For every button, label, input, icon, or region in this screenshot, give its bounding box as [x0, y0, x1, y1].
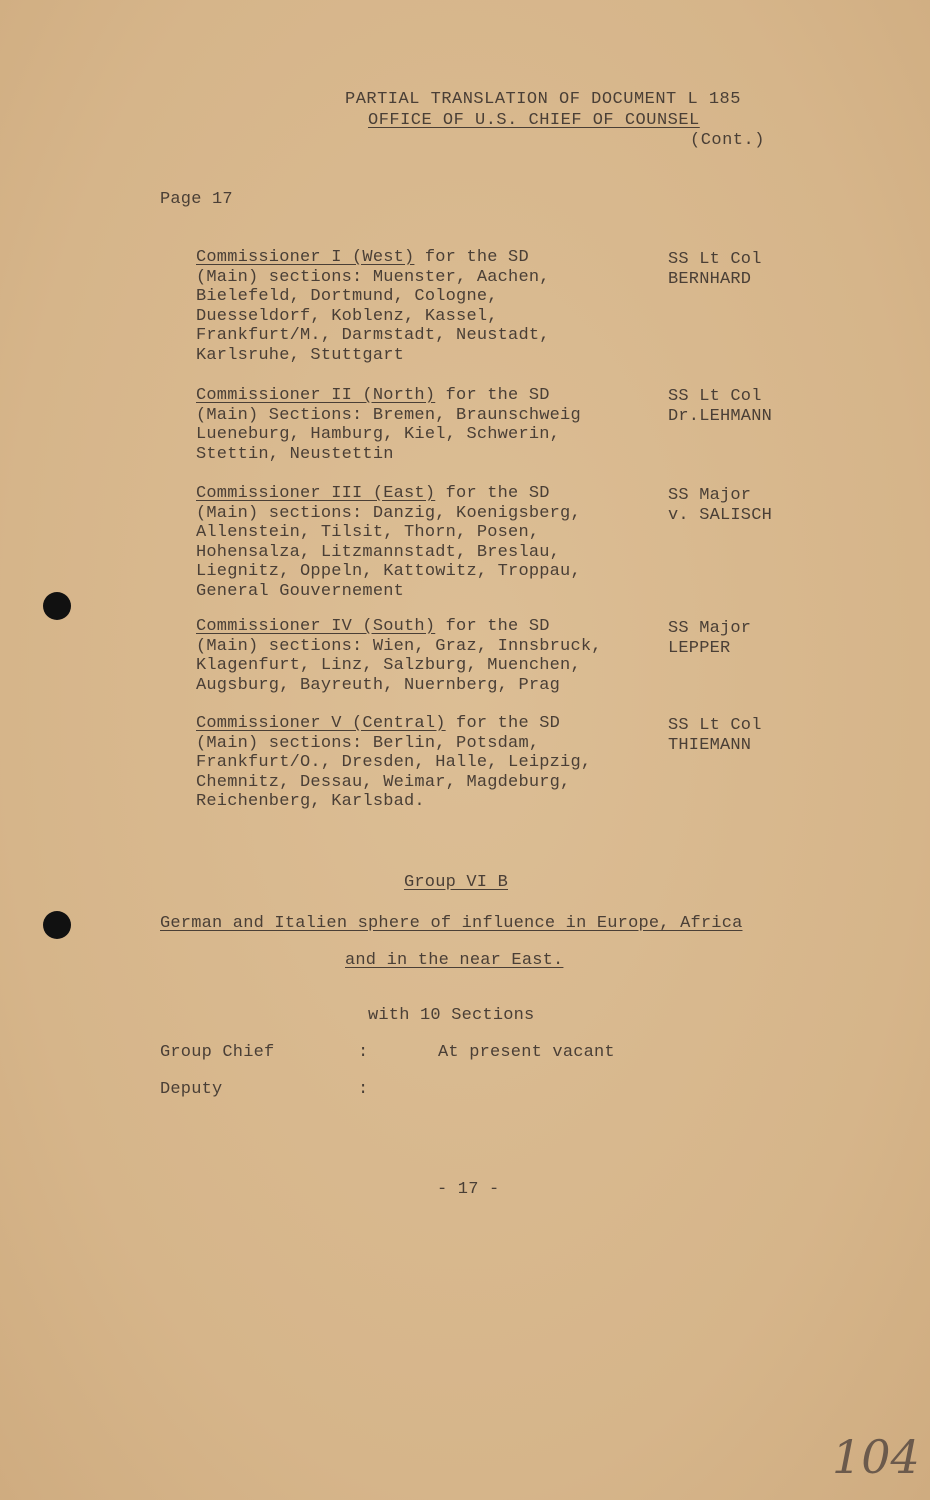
- commissioner-officer: SS Lt Col THIEMANN: [668, 716, 762, 755]
- page-label: Page 17: [160, 190, 233, 209]
- commissioner-entry: [196, 484, 666, 601]
- commissioner-entry: [196, 617, 666, 695]
- group-subtitle-line2: and in the near East.: [345, 951, 564, 970]
- group-subtitle-line1: German and Italien sphere of influence in Europe, Africa: [160, 914, 743, 933]
- group-chief-colon: :: [358, 1043, 369, 1062]
- commissioner-title: Commissioner III (East): [196, 484, 436, 503]
- group-chief-value: At present vacant: [438, 1043, 615, 1062]
- punch-hole: [43, 592, 71, 620]
- commissioner-title: Commissioner V (Central): [196, 714, 446, 733]
- commissioner-title: Commissioner II (North): [196, 386, 436, 405]
- header-title-line1: PARTIAL TRANSLATION OF DOCUMENT L 185: [345, 90, 741, 109]
- commissioner-entry: [196, 248, 666, 365]
- group-deputy-colon: :: [358, 1080, 369, 1099]
- group-heading: Group VI B: [404, 873, 509, 892]
- commissioner-entry: [196, 386, 666, 464]
- commissioner-entry: [196, 714, 666, 812]
- header-cont: (Cont.): [690, 131, 765, 150]
- group-deputy-label: Deputy: [160, 1080, 223, 1099]
- commissioner-sections: for the SD (Main) sections: Berlin, Potsdam, Frankfurt/O., Dresden, Halle, Leipzig, Chemnitz, Dessau, Weimar, Magdeburg, Reichenberg, Karlsbad.: [196, 714, 592, 811]
- group-sections-count: with 10 Sections: [368, 1006, 535, 1025]
- footer-page-number: - 17 -: [437, 1180, 500, 1199]
- commissioner-officer: SS Lt Col Dr.LEHMANN: [668, 387, 773, 426]
- commissioner-title: Commissioner I (West): [196, 248, 415, 267]
- commissioner-officer: SS Major LEPPER: [668, 619, 752, 658]
- punch-hole: [43, 911, 71, 939]
- commissioner-title: Commissioner IV (South): [196, 617, 436, 636]
- handwritten-page-mark: 104: [832, 1430, 920, 1484]
- group-chief-label: Group Chief: [160, 1043, 275, 1062]
- commissioner-sections: for the SD (Main) Sections: Bremen, Braunschweig Lueneburg, Hamburg, Kiel, Schwerin, Stettin, Neustettin: [196, 386, 581, 464]
- commissioner-sections: for the SD (Main) sections: Danzig, Koenigsberg, Allenstein, Tilsit, Thorn, Posen, Hohensalza, Litzmannstadt, Breslau, Liegnitz, Oppeln, Kattowitz, Troppau, General Gouvernement: [196, 484, 581, 601]
- commissioner-sections: for the SD (Main) sections: Wien, Graz, Innsbruck, Klagenfurt, Linz, Salzburg, Muenchen, Augsburg, Bayreuth, Nuernberg, Prag: [196, 617, 602, 695]
- commissioner-sections: for the SD (Main) sections: Muenster, Aachen, Bielefeld, Dortmund, Cologne, Duesseldorf, Koblenz, Kassel, Frankfurt/M., Darmstadt, Neustadt, Karlsruhe, Stuttgart: [196, 248, 550, 365]
- commissioner-officer: SS Major v. SALISCH: [668, 486, 773, 525]
- header-title-line2: OFFICE OF U.S. CHIEF OF COUNSEL: [368, 111, 700, 130]
- commissioner-officer: SS Lt Col BERNHARD: [668, 250, 762, 289]
